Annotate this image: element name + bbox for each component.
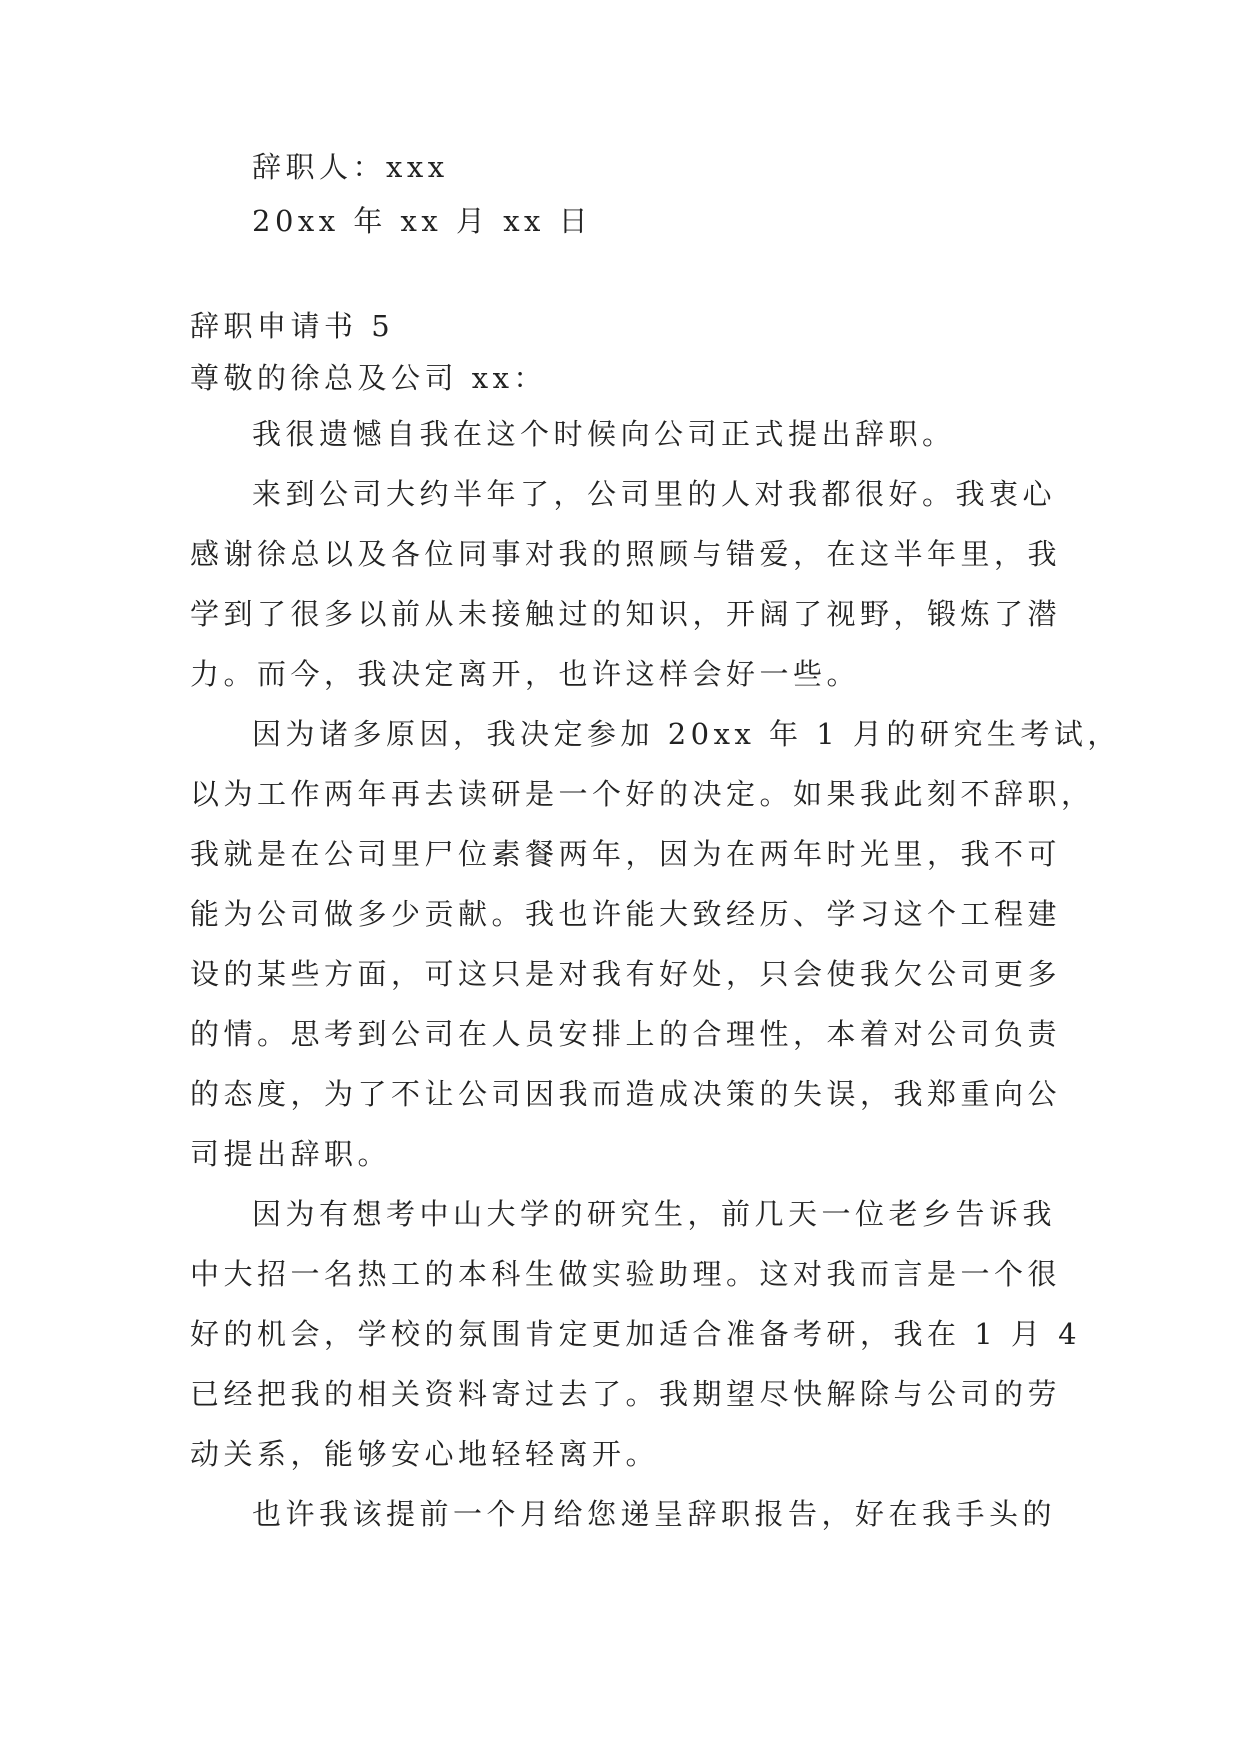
paragraph-line: 感谢徐总以及各位同事对我的照顾与错爱，在这半年里，我: [190, 537, 1062, 571]
paragraph-line: 我就是在公司里尸位素餐两年，因为在两年时光里，我不可: [190, 837, 1062, 871]
paragraph-line: 力。而今，我决定离开，也许这样会好一些。: [190, 657, 861, 691]
body-paragraph: [190, 1184, 1082, 1484]
body-paragraph: [190, 404, 1050, 464]
letter-salutation: 尊敬的徐总及公司 xx：: [190, 361, 547, 395]
paragraph-line: 我很遗憾自我在这个时候向公司正式提出辞职。: [252, 417, 956, 451]
paragraph-line: 中大招一名热工的本科生做实验助理。这对我而言是一个很: [190, 1257, 1062, 1291]
paragraph-line: 设的某些方面，可这只是对我有好处，只会使我欠公司更多: [190, 957, 1062, 991]
paragraph-line: 来到公司大约半年了，公司里的人对我都很好。我衷心: [252, 477, 1057, 511]
resigner-line: 辞职人：xxx: [252, 150, 449, 184]
paragraph-line: 司提出辞职。: [190, 1137, 392, 1171]
paragraph-line: 能为公司做多少贡献。我也许能大致经历、学习这个工程建: [190, 897, 1062, 931]
paragraph-line: 因为有想考中山大学的研究生，前几天一位老乡告诉我: [252, 1197, 1057, 1231]
paragraph-line: 的态度，为了不让公司因我而造成决策的失误，我郑重向公: [190, 1077, 1062, 1111]
body-paragraph: [190, 704, 1121, 1184]
paragraph-line: 已经把我的相关资料寄过去了。我期望尽快解除与公司的劳: [190, 1377, 1062, 1411]
paragraph-line: 学到了很多以前从未接触过的知识，开阔了视野，锻炼了潜: [190, 597, 1062, 631]
body-paragraph: [190, 1484, 1057, 1544]
signature-block: [190, 147, 1050, 241]
paragraph-line: 好的机会，学校的氛围肯定更加适合准备考研，我在 1 月 4: [190, 1317, 1082, 1351]
paragraph-line: 以为工作两年再去读研是一个好的决定。如果我此刻不辞职，: [190, 777, 1095, 811]
body-paragraph: [190, 464, 1062, 704]
letter-title: 辞职申请书 5: [190, 309, 395, 343]
paragraph-line: 也许我该提前一个月给您递呈辞职报告，好在我手头的: [252, 1497, 1057, 1531]
paragraph-line: 的情。思考到公司在人员安排上的合理性，本着对公司负责: [190, 1017, 1062, 1051]
paragraph-line: 动关系，能够安心地轻轻离开。: [190, 1437, 660, 1471]
letter-body: [190, 404, 1121, 1544]
paragraph-line: 因为诸多原因，我决定参加 20xx 年 1 月的研究生考试，: [252, 717, 1121, 751]
signature-date: 20xx 年 xx 月 xx 日: [252, 204, 593, 238]
letter-header: [190, 306, 1050, 398]
